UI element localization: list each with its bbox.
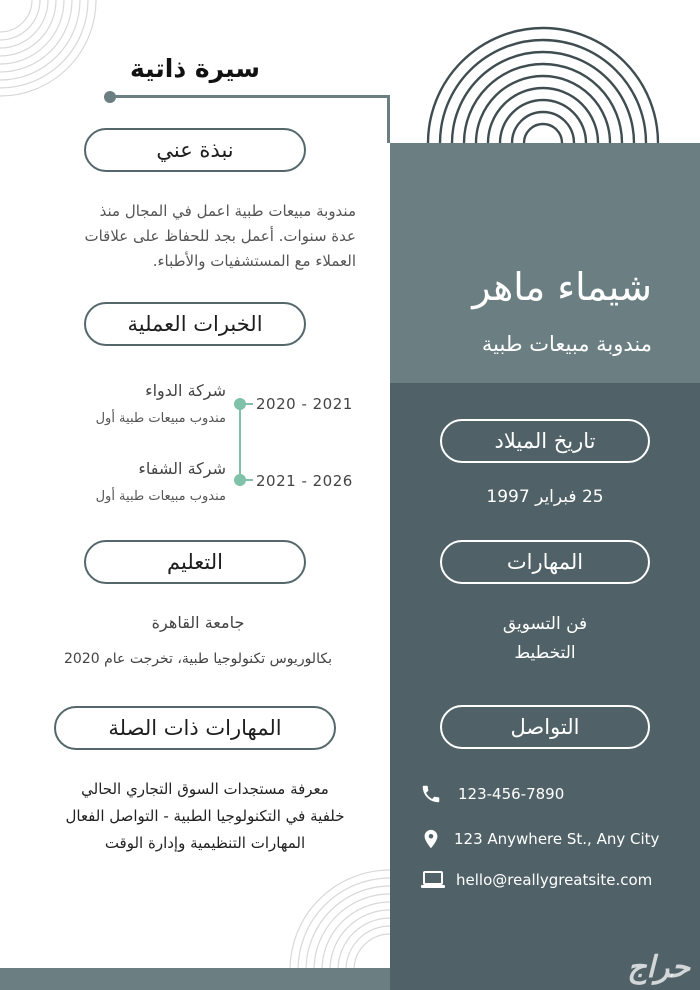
contact-phone — [420, 781, 690, 807]
decorative-circles-top-left — [0, 0, 110, 110]
about-text — [40, 199, 356, 274]
related-skill-line: خلفية في التكنولوجيا الطبية - التواصل الفعال — [65, 807, 345, 825]
phone-icon — [420, 783, 442, 805]
address-text: 123 Anywhere St., Any City — [454, 830, 660, 848]
phone-number: 123-456-7890 — [458, 785, 565, 803]
about-heading-label: نبذة عني — [156, 138, 234, 162]
birth-heading-label: تاريخ الميلاد — [494, 429, 596, 453]
skill-item: التخطيط — [514, 643, 576, 663]
related-skill-line: المهارات التنظيمية وإدارة الوقت — [104, 834, 306, 852]
job-role: مندوب مبيعات طبية أول — [95, 489, 226, 504]
education-heading — [84, 540, 306, 584]
birth-date: 25 فبراير 1997 — [486, 487, 604, 507]
timeline-tick — [245, 479, 253, 481]
related-skills-heading-label: المهارات ذات الصلة — [108, 716, 282, 740]
email-text: hello@reallygreatsite.com — [456, 871, 653, 889]
info-panel — [390, 383, 700, 990]
experience-years: 2021 - 2026 — [256, 472, 353, 490]
decorative-circles-bottom — [280, 860, 390, 970]
location-pin-icon — [420, 827, 442, 851]
page-title: سيرة ذاتية — [130, 54, 260, 83]
watermark-logo: حراج — [627, 950, 690, 985]
profile-name: شيماء ماهر — [472, 265, 652, 309]
related-skills-list — [20, 776, 390, 857]
title-connector-line — [110, 95, 390, 98]
about-heading — [84, 128, 306, 172]
company-name: شركة الشفاء — [138, 459, 226, 478]
profile-job-title: مندوبة مبيعات طبية — [481, 332, 652, 356]
timeline-tick — [245, 403, 253, 405]
bottom-strip — [0, 968, 390, 990]
education-school: جامعة القاهرة — [151, 613, 245, 632]
contact-address — [420, 826, 690, 852]
birth-heading — [440, 419, 650, 463]
contact-heading — [440, 705, 650, 749]
skills-heading-label: المهارات — [506, 550, 584, 574]
experience-heading-label: الخبرات العملية — [127, 312, 263, 336]
decorative-arcs-top-right — [418, 0, 668, 143]
contact-heading-label: التواصل — [510, 715, 580, 739]
about-line: العملاء مع المستشفيات والأطباء. — [152, 252, 356, 270]
skills-heading — [440, 540, 650, 584]
timeline-line — [239, 405, 241, 480]
title-connector-drop — [387, 95, 390, 143]
about-line: مندوبة مبيعات طبية اعمل في المجال منذ — [99, 202, 356, 220]
experience-heading — [84, 302, 306, 346]
job-role: مندوب مبيعات طبية أول — [95, 411, 226, 426]
related-skill-line: معرفة مستجدات السوق التجاري الحالي — [81, 780, 329, 798]
related-skills-heading — [54, 706, 336, 750]
contact-email — [420, 867, 690, 893]
education-degree: بكالوريوس تكنولوجيا طبية، تخرجت عام 2020 — [64, 651, 332, 667]
laptop-icon — [420, 870, 446, 890]
education-heading-label: التعليم — [167, 550, 223, 574]
about-line: عدة سنوات. أعمل بجد للحفاظ على علاقات — [84, 227, 356, 245]
skill-item: فن التسويق — [502, 614, 588, 634]
experience-years: 2020 - 2021 — [256, 395, 353, 413]
company-name: شركة الدواء — [145, 381, 226, 400]
